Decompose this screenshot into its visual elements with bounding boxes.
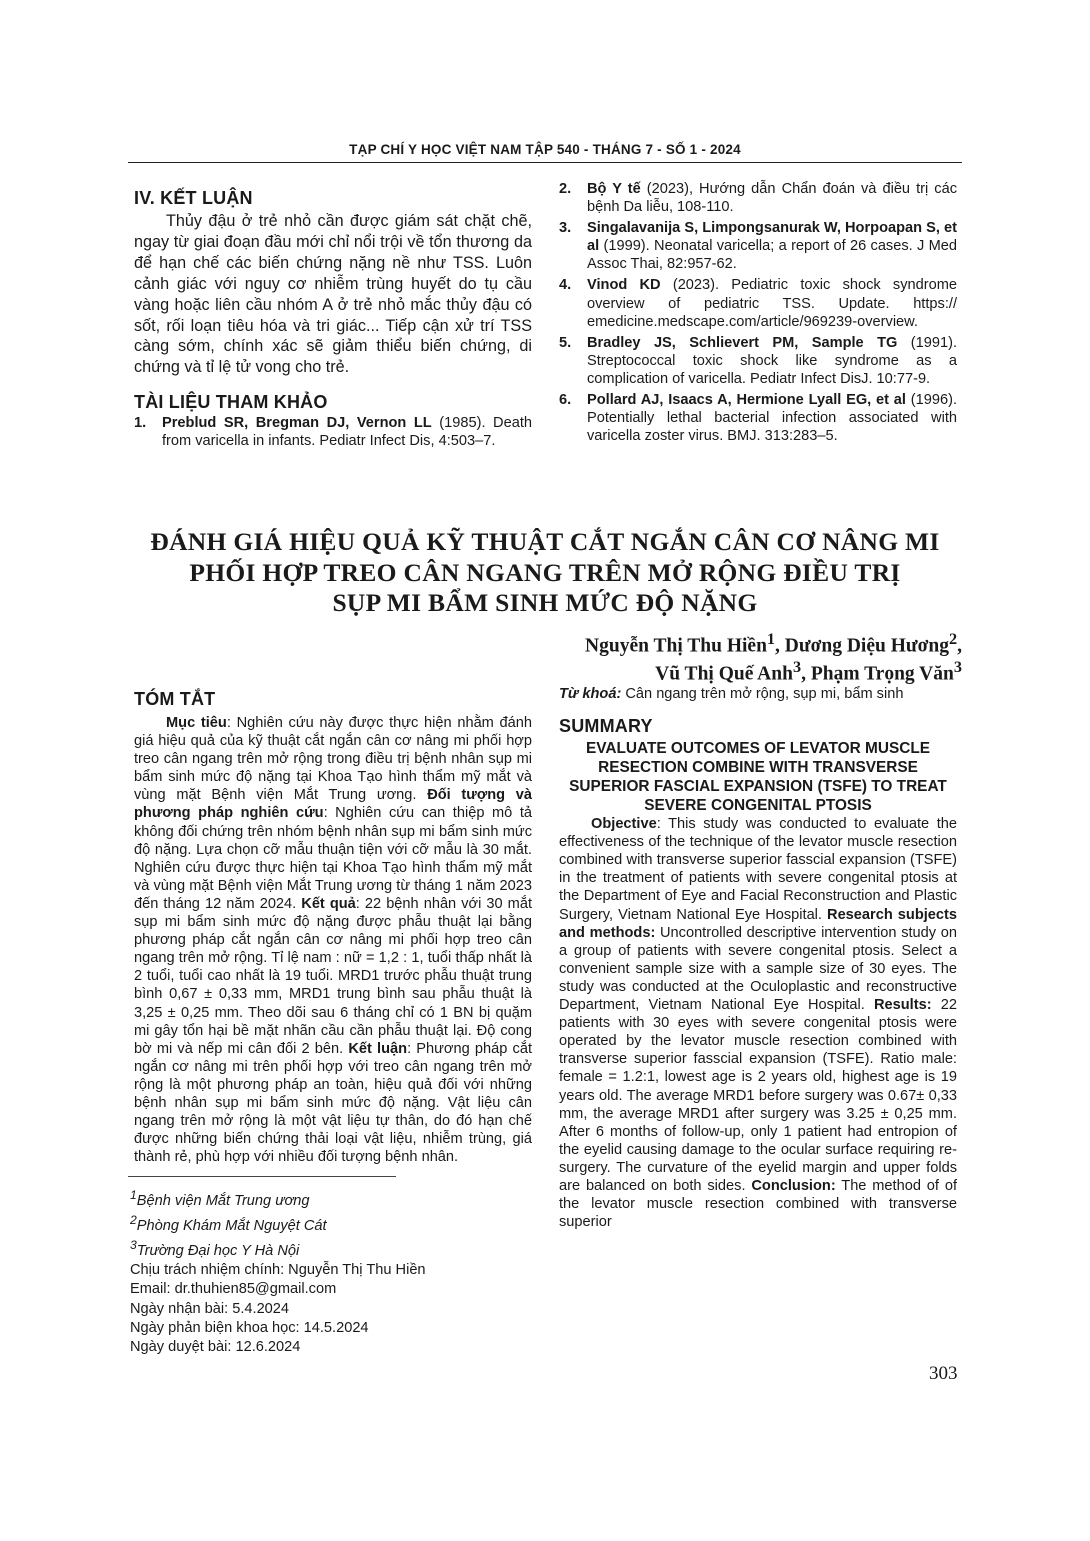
keywords-text: Cân ngang trên mở rộng, sụp mi, bẩm sinh — [621, 686, 904, 702]
reference-number: 3. — [559, 220, 572, 237]
results-label: Kết quả — [301, 895, 356, 912]
objective-text-en: : This study was conducted to evaluate the effectiveness of the technique of the levator muscle resection combined with transverse superior fasscial expansion (TSFE) in the treatment of patients with severe congenital ptosis at the Department of Eye and Facial Reconstruction and Plastic Surgery, Vietnam National Eye Hospital. — [559, 816, 957, 923]
review-date: Ngày phản biện khoa học: 14.5.2024 — [130, 1319, 369, 1336]
article-title-line: PHỐI HỢP TREO CÂN NGANG TRÊN MỞ RỘNG ĐIỀU TRỊ — [189, 557, 901, 587]
objective-text: : Nghiên cứu này được thực hiện nhằm đánh giá hiệu quả của kỹ thuật cắt ngắn cân cơ nâng mi phối hợp treo cân ngang trên mở rộng trong điều trị bệnh nhân sụp mi bẩm sinh mức độ nặng tại Khoa Tạo hình thẩm mỹ mắt và vùng mặt Bệnh viện Mắt Trung ương. — [134, 715, 532, 804]
reference-details: (2023). Pediatric toxic shock syndrome overview of pediatric TSS. Update. https:// emedicine.medscape.com/article/969239-overview. — [587, 277, 958, 330]
article-title-line: SỤP MI BẨM SINH MỨC ĐỘ NẶNG — [332, 588, 758, 617]
reference-item — [559, 334, 957, 388]
author-affiliation-mark: 2 — [949, 630, 958, 648]
methods-text: : Nghiên cứu can thiệp mô tả không đối chứng trên nhóm bệnh nhân sụp mi bẩm sinh mức độ nặng. Lựa chọn cỡ mẫu thuận tiện với cỡ mẫu là 30 mắt. Nghiên cứu được thực hiện tại Khoa Tạo hình thẩm mỹ mắt và vùng mặt Bệnh viện Mắt Trung ương từ tháng 1 năm 2023 đến tháng 12 năm 2024. — [134, 805, 532, 912]
right-column-bottom — [559, 685, 957, 1333]
reference-authors: Bradley JS, Schlievert PM, Sample TG — [587, 334, 898, 351]
author-name: Phạm Trọng Văn — [810, 663, 954, 685]
author-name: Vũ Thị Quế Anh — [655, 663, 793, 685]
right-column-top — [559, 180, 957, 445]
author-affiliation-mark: 1 — [766, 630, 776, 648]
reference-item — [559, 219, 957, 273]
article-title — [128, 527, 962, 619]
affiliation-mark: 1 — [130, 1188, 137, 1202]
results-label-en: Results: — [873, 997, 932, 1014]
abstract-vi-left — [134, 688, 532, 1164]
reference-details: (1985). Death from varicella in infants. Pediatr Infect Dis, 4:503–7. — [162, 415, 532, 450]
author-line-2 — [362, 653, 962, 689]
reference-authors: Vinod KD — [587, 277, 661, 294]
reference-authors: Pollard AJ, Isaacs A, Hermione Lyall EG, et al — [587, 392, 906, 409]
running-header: TẠP CHÍ Y HỌC VIỆT NAM TẬP 540 - THÁNG 7 - SỐ 1 - 2024 — [349, 142, 741, 157]
reference-authors: Preblud SR, Bregman DJ, Vernon LL — [162, 415, 432, 432]
reference-number: 4. — [559, 277, 572, 294]
objective-label: Mục tiêu — [166, 715, 227, 731]
conclusion-label-en: Conclusion: — [751, 1177, 836, 1194]
results-text: : 22 bệnh nhân với 30 mắt sụp mi bẩm sinh mức độ nặng được phẫu thuật lại bằng phương pháp cắt ngắn cân cơ nâng mi phối hợp treo cân ngang trên mở rộng. Tỉ lệ nam : nữ = 1,2 : 1, tuổi thấp nhất là 2 tuổi, tuổi cao nhất là 19 tuổi. MRD1 trước phẫu thuật trung bình 0,67 ± 0,33 mm, MRD1 trung bình sau phẫu thuật là 3,25 ± 0,25 mm. Theo dõi sau 6 tháng chỉ có 1 BN bị quặm mi gây tổn hại bề mặt nhãn cầu cần phẫu thuật lại. Độ cong bờ mi và nếp mi cân đối 2 bên. — [134, 895, 532, 1057]
affiliation-text: Bệnh viện Mắt Trung ương — [136, 1192, 310, 1209]
author-affiliation-mark: 3 — [792, 658, 802, 676]
conclusion-heading: IV. KẾT LUẬN — [134, 188, 253, 208]
reference-authors: Bộ Y tế — [587, 181, 641, 197]
reference-details: (2023), Hướng dẫn Chẩn đoán và điều trị các bệnh Da liễu, 108-110. — [587, 181, 957, 216]
affiliation-1 — [130, 1186, 530, 1211]
results-text-en: 22 patients with 30 eyes with severe congenital ptosis were operated by the levator muscle resection combined with transverse superior fasscial expansion (TSFE). Ratio male: female = 1.2:1, lowest age is 2 years old, highest age is 19 years old. The average MRD1 before surgery was 0.67± 0,33 mm, the average MRD1 after surgery was 3.25 ± 0,25 mm. After 6 months of follow-up, only 1 patient had entropion of the eyelid causing damage to the ocular surface requiring re-surgery. The curvature of the eyelid margin and upper folds are balanced on both sides. — [559, 997, 957, 1194]
left-column-top — [134, 187, 532, 450]
author-separator: , — [801, 663, 811, 685]
reference-details: (1991). Streptococcal toxic shock like syndrome as a complication of varicella. Pediatr Infect DisJ. 10:77-9. — [587, 334, 958, 387]
footnote-rule — [128, 1176, 396, 1177]
reference-item — [559, 276, 957, 330]
affiliation-mark: 2 — [130, 1213, 137, 1228]
affiliation-text: Phòng Khám Mắt Nguyệt Cát — [136, 1217, 327, 1234]
objective-label-en: Objective — [591, 816, 657, 833]
methods-text-en: Uncontrolled descriptive intervention study on a group of patients with severe congenital ptosis. Select a convenient sample size with a sample size of 30 eyes. The study was conducted at the Oculoplastic and reconstructive Department, Vietnam National Eye Hospital. — [559, 924, 957, 1014]
keywords-label: Từ khoá: — [559, 686, 622, 702]
affiliation-3 — [130, 1236, 530, 1261]
summary-heading: SUMMARY — [559, 716, 653, 737]
responsible-author: Chịu trách nhiệm chính: Nguyễn Thị Thu Hiền — [130, 1262, 426, 1279]
received-date: Ngày nhận bài: 5.4.2024 — [130, 1300, 290, 1317]
reference-item — [559, 391, 957, 445]
conclusion-text: Thủy đậu ở trẻ nhỏ cần được giám sát chặt chẽ, ngay từ giai đoạn đầu mới chỉ nổi trội về tổn thương da để hạn chế các biến chứng nặng nề như TSS. Luôn cảnh giác với nguy cơ nhiễm trùng huyết do tụ cầu vàng hoặc liên cầu nhóm A ở trẻ nhỏ mắc thủy đậu có sốt, rối loạn tiêu hóa và tri giác... Tiếp cận xử trí TSS càng sớm, chính xác sẽ giảm thiểu biến chứng, di chứng và tỉ lệ tử vong cho trẻ. — [134, 212, 532, 377]
article-title-line: ĐÁNH GIÁ HIỆU QUẢ KỸ THUẬT CẮT NGẮN CÂN CƠ NÂNG MI — [150, 527, 940, 556]
abstract-vi-continued — [559, 685, 957, 703]
conclusion-text-en: The method of of the levator muscle resection combined with transverse superior — [559, 1177, 957, 1231]
author-separator: , — [957, 635, 962, 657]
affiliation-mark: 3 — [130, 1238, 137, 1253]
abstract-vi-body — [134, 714, 532, 1164]
methods-label-en: Research subjects and methods: — [559, 906, 957, 941]
reference-number: 6. — [559, 392, 572, 409]
reference-details: (1996). Potentially lethal bacterial infection associated with varicella zoster virus. BMJ. 313:283–5. — [587, 392, 957, 445]
reference-item — [559, 180, 957, 216]
author-name: Dương Diệu Hương — [784, 635, 949, 657]
conclusion-label: Kết luận — [348, 1040, 408, 1057]
author-affiliation-mark: 3 — [953, 658, 962, 676]
reference-number: 5. — [559, 334, 572, 351]
author-separator: , — [775, 635, 785, 657]
summary-body — [559, 815, 957, 1231]
conclusion-text-vi: : Phương pháp cắt ngắn cơ nâng mi trên phối hợp với treo cân ngang trên mở rộng là một phương pháp an toàn, hiệu quả đối với những bệnh nhân sụp mi bẩm sinh mức độ nặng. Vật liệu cân ngang trên mở rộng là một vật liệu tự thân, do đó hạn chế được những biến chứng thải loại vật liệu, nhiễm trùng, giá thành rẻ, phù hợp với nhiều đối tượng bệnh nhân. — [134, 1040, 532, 1164]
affiliation-2 — [130, 1211, 530, 1236]
page-number: 303 — [929, 1363, 958, 1384]
reference-authors: Singalavanija S, Limpongsanurak W, Horpoapan S, et al — [587, 220, 957, 255]
affiliation-text: Trường Đại học Y Hà Nội — [136, 1242, 300, 1259]
reference-number: 1. — [134, 415, 147, 432]
reference-item — [134, 414, 532, 450]
summary-title: EVALUATE OUTCOMES OF LEVATOR MUSCLE RESECTION COMBINE WITH TRANSVERSE SUPERIOR FASCIAL EXPANSION (TSFE) TO TREAT SEVERE CONGENITAL PTOSIS — [569, 740, 947, 815]
abstract-vi-heading: TÓM TẮT — [134, 689, 216, 709]
methods-label: Đối tượng và phương pháp nghiên cứu — [134, 787, 532, 822]
accepted-date: Ngày duyệt bài: 12.6.2024 — [130, 1339, 301, 1355]
author-name: Nguyễn Thị Thu Hiền — [585, 635, 767, 657]
reference-number: 2. — [559, 181, 572, 197]
reference-details: (1999). Neonatal varicella; a report of 26 cases. J Med Assoc Thai, 82:957-62. — [587, 238, 957, 273]
footnotes — [130, 1186, 530, 1357]
references-heading: TÀI LIỆU THAM KHẢO — [134, 392, 328, 413]
email: Email: dr.thuhien85@gmail.com — [130, 1281, 337, 1298]
header-rule — [128, 162, 962, 163]
